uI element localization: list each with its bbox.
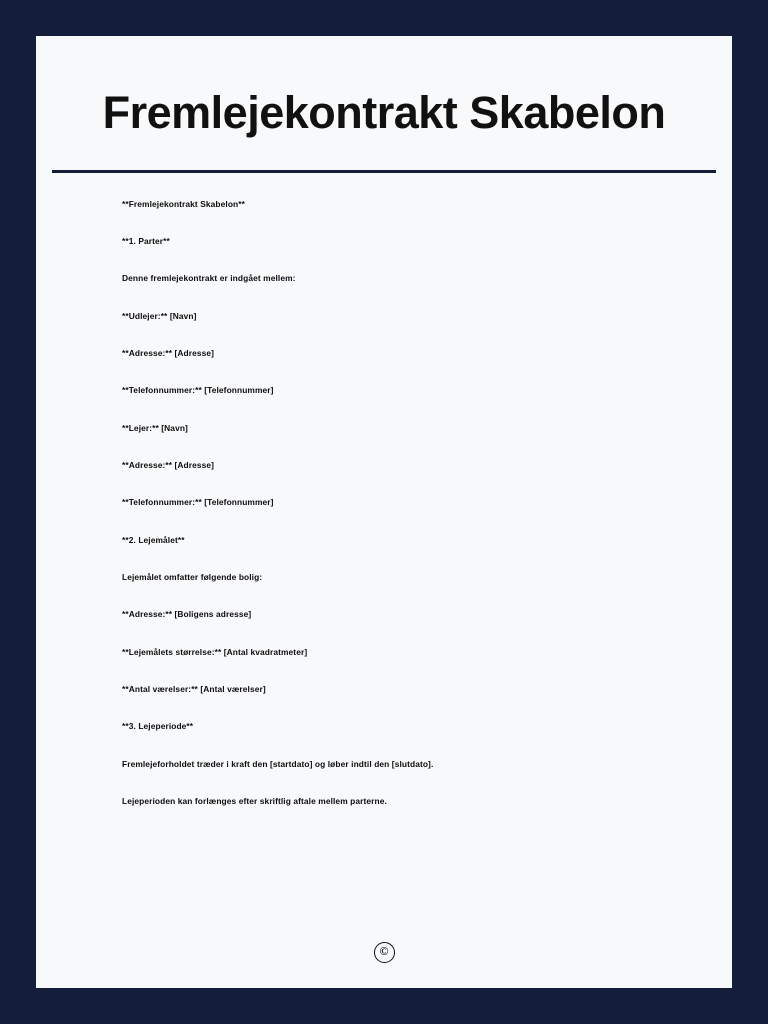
paragraph: **Lejer:** [Navn] (122, 422, 188, 433)
paragraph: **Lejemålets størrelse:** [Antal kvadratmeter] (122, 646, 308, 657)
paragraph: **Adresse:** [Adresse] (122, 347, 215, 358)
paragraph: **Adresse:** [Adresse] (122, 459, 215, 470)
paragraph: **2. Lejemålet** (122, 534, 185, 545)
paragraph: **Fremlejekontrakt Skabelon** (122, 198, 245, 209)
paragraph: **1. Parter** (122, 235, 170, 246)
paragraph: **Udlejer:** [Navn] (122, 310, 197, 321)
paragraph: Lejeperioden kan forlænges efter skriftlig aftale mellem parterne. (122, 796, 387, 806)
page-title: Fremlejekontrakt Skabelon (102, 87, 666, 138)
document-body (36, 173, 732, 917)
paragraph: Fremlejeforholdet træder i kraft den [startdato] og løber indtil den [slutdato]. (122, 758, 434, 769)
paragraph: Lejemålet omfatter følgende bolig: (122, 571, 263, 582)
paragraph: **Adresse:** [Boligens adresse] (122, 609, 252, 620)
document-page (36, 36, 732, 988)
paragraph: Denne fremlejekontrakt er indgået mellem: (122, 273, 296, 284)
paragraph: **Antal værelser:** [Antal værelser] (122, 683, 266, 694)
document-footer (36, 916, 732, 988)
paragraph: **Telefonnummer:** [Telefonnummer] (122, 497, 274, 508)
paragraph: **Telefonnummer:** [Telefonnummer] (122, 385, 274, 396)
title-area (36, 36, 732, 138)
paragraph: **3. Lejeperiode** (122, 721, 194, 732)
copyright-icon: © (374, 942, 395, 963)
